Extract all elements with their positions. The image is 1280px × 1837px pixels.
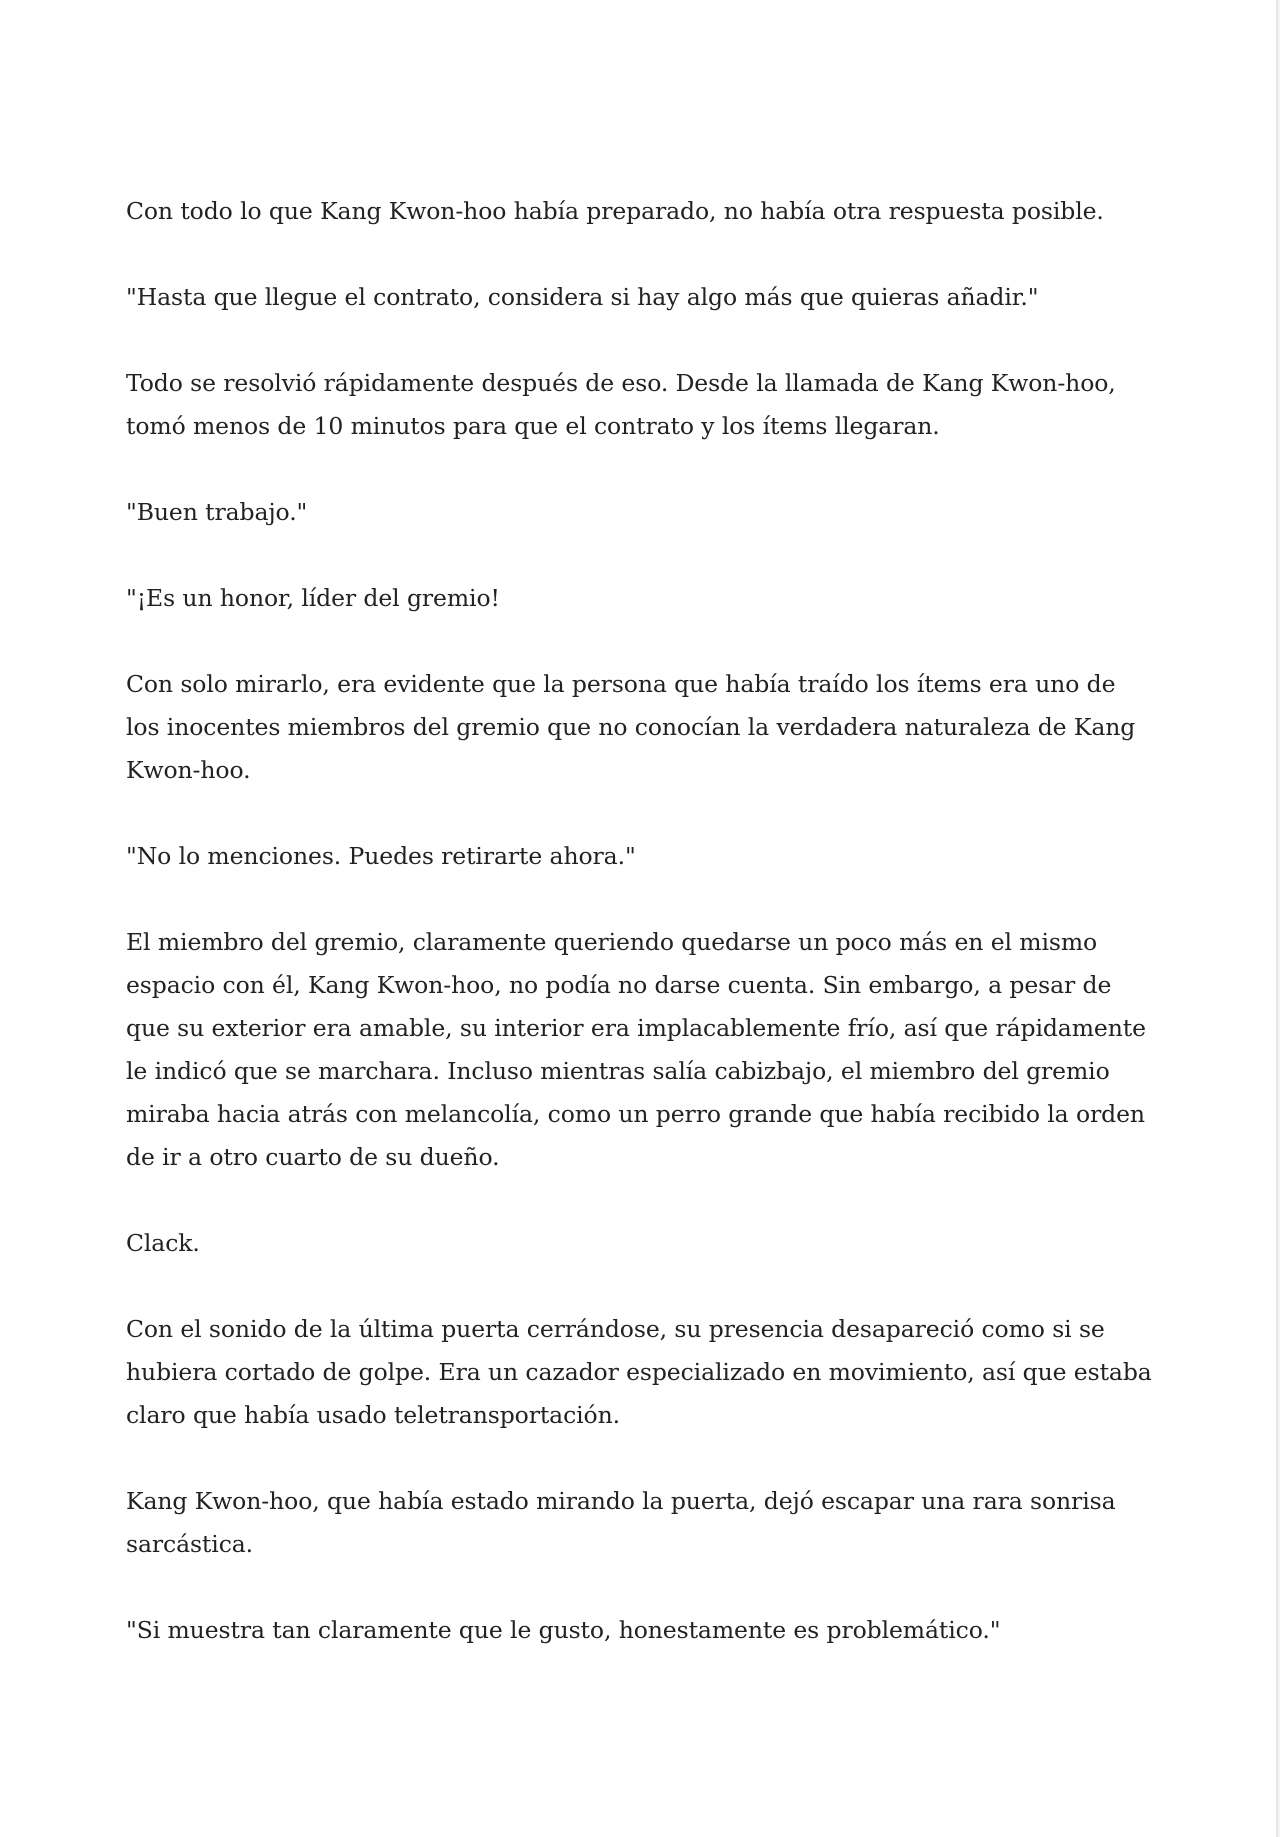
document-body <box>126 190 1156 1695</box>
paragraph-3: Todo se resolvió rápidamente después de eso. Desde la llamada de Kang Kwon-hoo, tomó menos de 10 minutos para que el contrato y los ítems llegaran. <box>126 369 1116 440</box>
paragraph-9: Clack. <box>126 1229 200 1257</box>
paragraph-10: Con el sonido de la última puerta cerrándose, su presencia desapareció como si se hubiera cortado de golpe. Era un cazador especializado en movimiento, así que estaba claro que había usado teletransportación. <box>126 1315 1152 1429</box>
paragraph-1: Con todo lo que Kang Kwon-hoo había preparado, no había otra respuesta posible. <box>126 197 1104 225</box>
paragraph-12: "Si muestra tan claramente que le gusto, honestamente es problemático." <box>126 1616 1001 1644</box>
paragraph-6: Con solo mirarlo, era evidente que la persona que había traído los ítems era uno de los inocentes miembros del gremio que no conocían la verdadera naturaleza de Kang Kwon-hoo. <box>126 670 1136 784</box>
paragraph-2: "Hasta que llegue el contrato, considera si hay algo más que quieras añadir." <box>126 283 1039 311</box>
paragraph-7: "No lo menciones. Puedes retirarte ahora." <box>126 842 636 870</box>
paragraph-5: "¡Es un honor, líder del gremio! <box>126 584 500 612</box>
paragraph-4: "Buen trabajo." <box>126 498 308 526</box>
paragraph-8: El miembro del gremio, claramente queriendo quedarse un poco más en el mismo espacio con él, Kang Kwon-hoo, no podía no darse cuenta. Sin embargo, a pesar de que su exterior era amable, su interior era implacablemente frío, así que rápidamente le indicó que se marchara. Incluso mientras salía cabizbajo, el miembro del gremio miraba hacia atrás con melancolía, como un perro grande que había recibido la orden de ir a otro cuarto de su dueño. <box>126 928 1146 1171</box>
paragraph-11: Kang Kwon-hoo, que había estado mirando la puerta, dejó escapar una rara sonrisa sarcástica. <box>126 1487 1116 1558</box>
